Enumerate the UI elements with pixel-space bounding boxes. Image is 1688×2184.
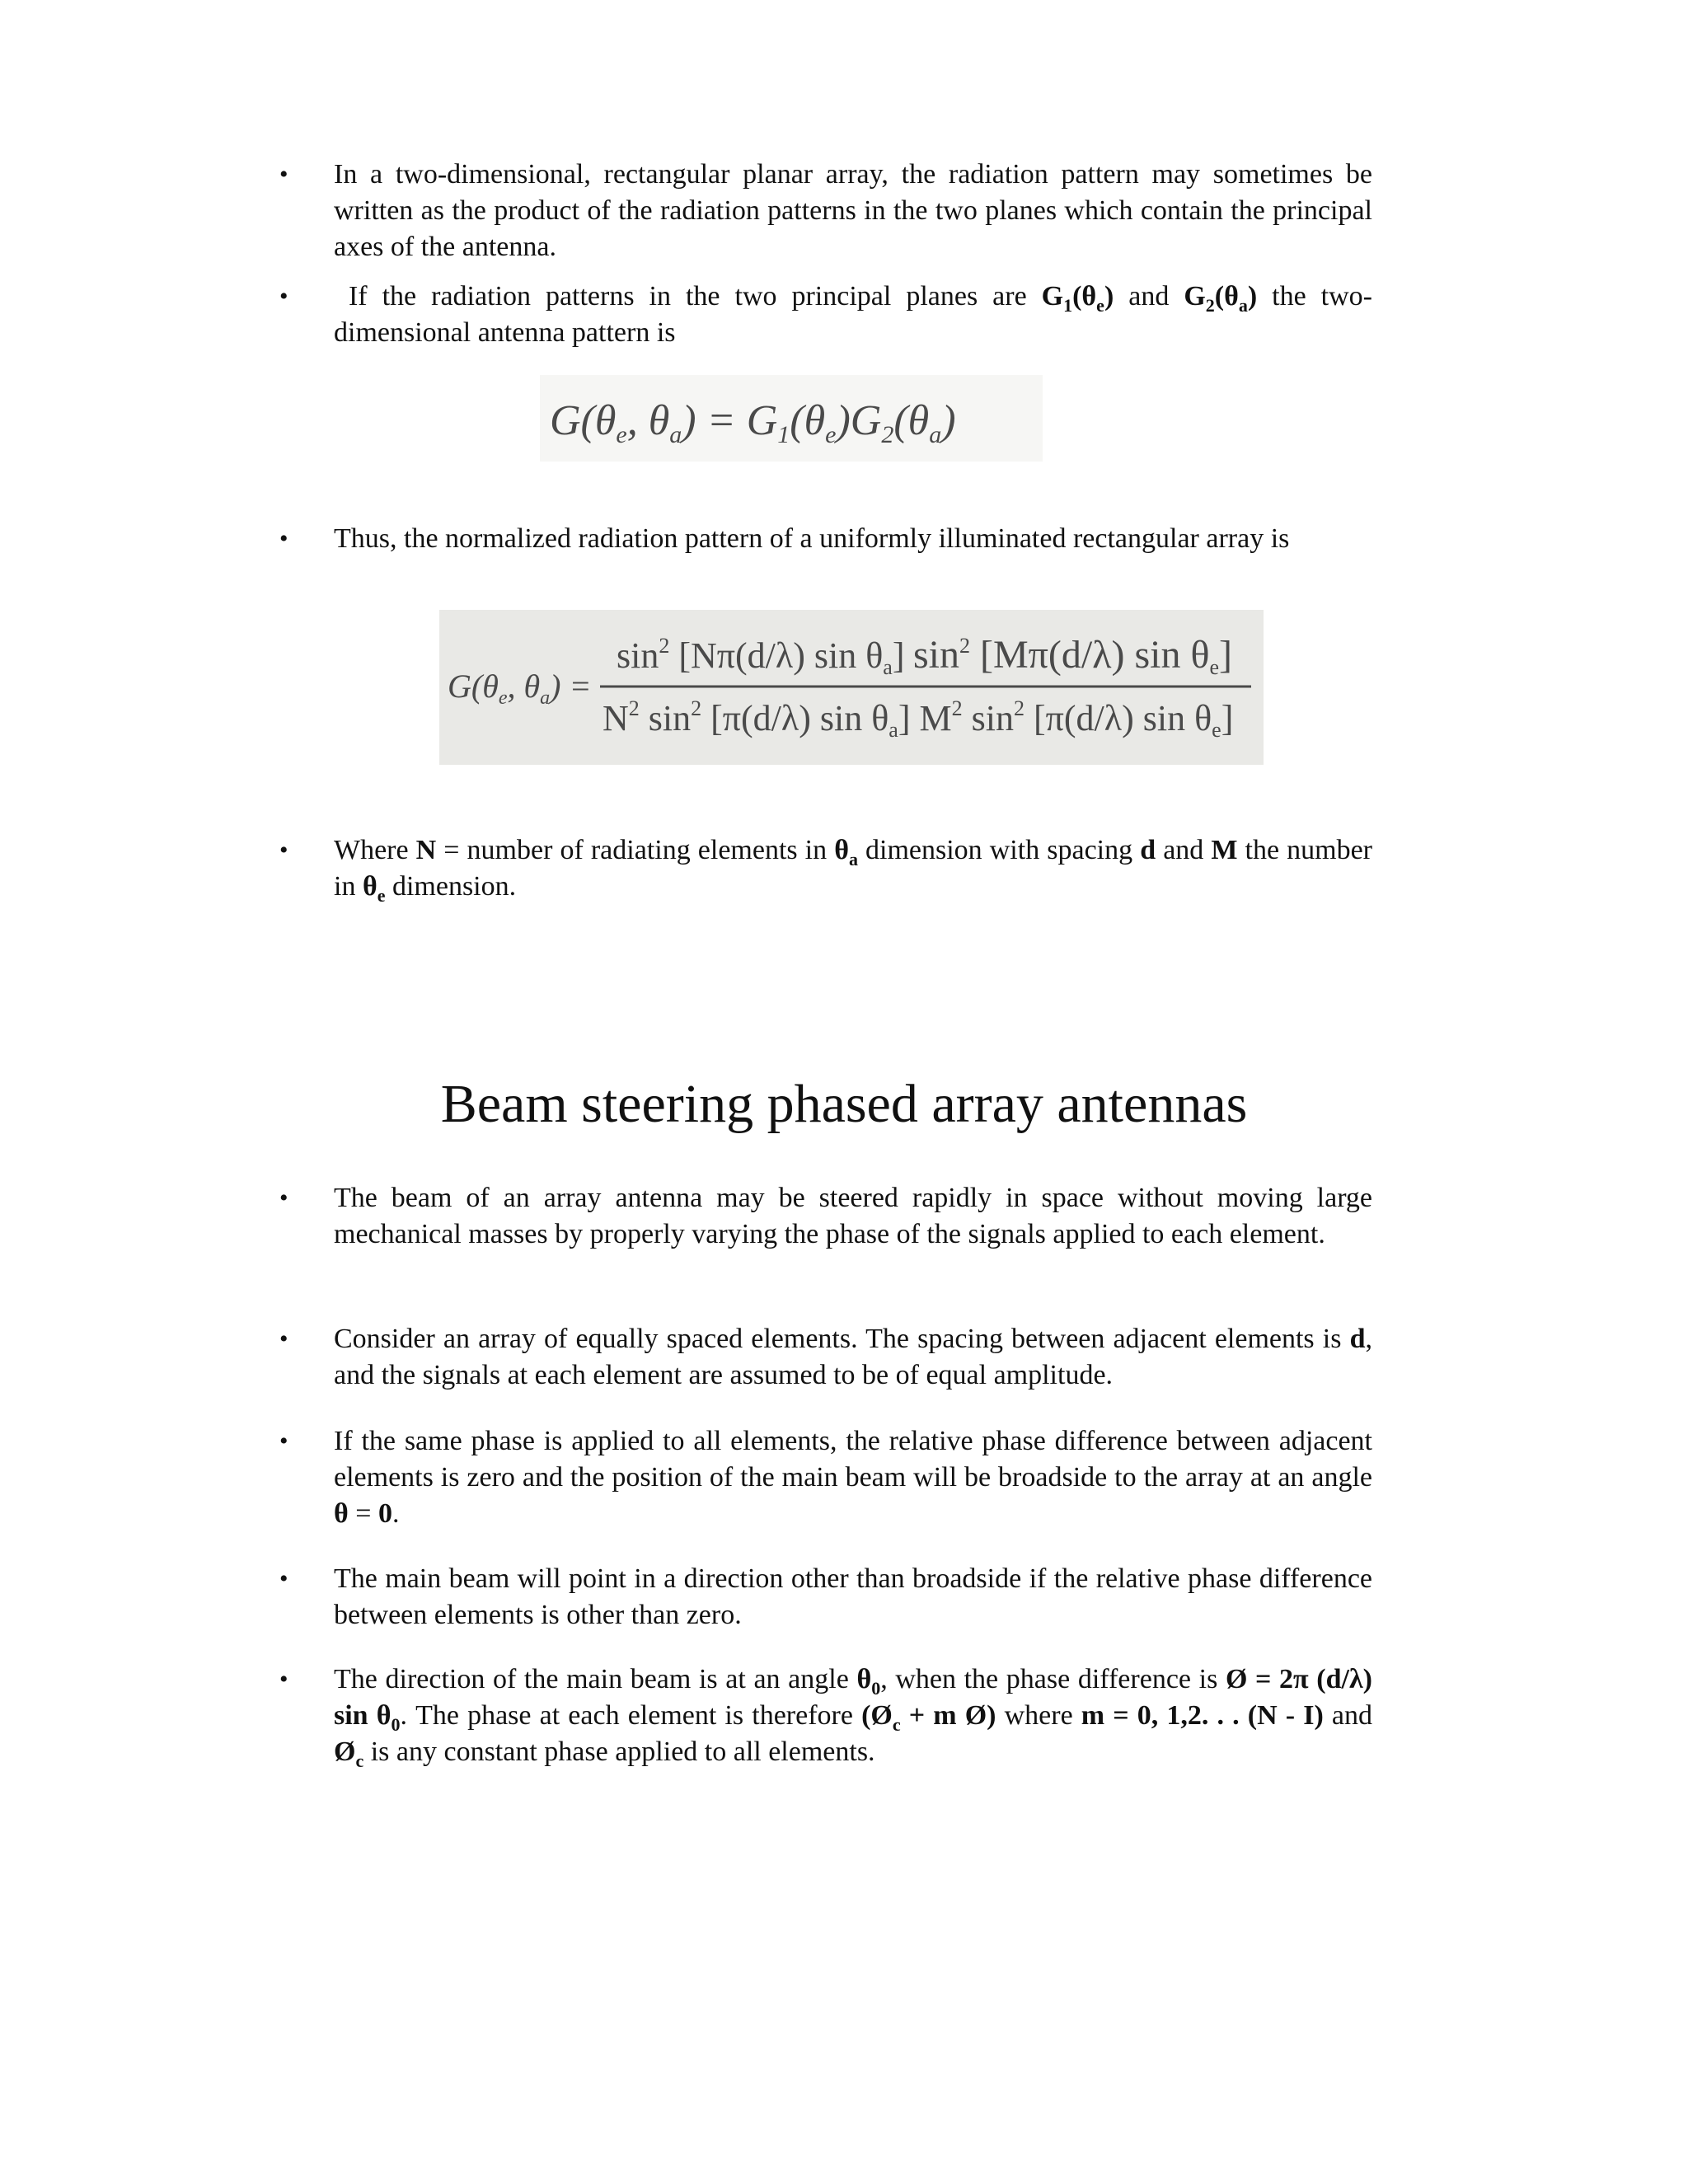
paragraph: The direction of the main beam is at an angle $\theta_0$, when the phase difference is Ø = 2π (d/λ) $\sin \theta_0$. The phase at each element is therefore ($Ø_c + m$ Ø) where m = 0, 1,2. . . (N - I) and $Ø_c$ is any constant phase applied to all elements. <box>334 1664 1373 1771</box>
bullet-marker: • <box>279 525 288 552</box>
list-item <box>279 279 1373 351</box>
bullet-marker: • <box>279 1565 288 1592</box>
paragraph: The beam of an array antenna may be steered rapidly in space without moving large mechanical masses by properly varying the phase of the signals applied to each element. <box>334 1183 1372 1249</box>
list-item <box>279 1661 1373 1771</box>
equation-image-normalized-pattern <box>439 610 1264 765</box>
equation-normalized-pattern <box>439 610 1264 765</box>
equation-lhs: $G(\theta_e$, $\theta_a$) = <box>448 668 592 709</box>
list-item <box>279 1180 1372 1253</box>
bullet-marker: • <box>279 1427 288 1455</box>
bullet-marker: • <box>279 1184 288 1212</box>
bullet-marker: • <box>279 837 288 864</box>
equation-product-pattern <box>540 375 1043 462</box>
equation-text: G(θe, θa) = G1(θe)G2(θa) <box>550 397 956 448</box>
paragraph: If the same phase is applied to all elements, the relative phase difference between adjacent elements is zero and the position of the main beam will be broadside to the array at an angle θ = 0. <box>334 1426 1372 1529</box>
list-item <box>279 521 1372 557</box>
bullet-marker: • <box>279 161 288 188</box>
equation-numerator-1: $\sin^2 [N\pi(d/\lambda)$ sin θa] <box>617 634 905 679</box>
bullet-marker: • <box>279 283 288 310</box>
paragraph: If the radiation patterns in the two principal planes are $G_1(\theta_e)$ and $G_2(\theta_a)$ the two-dimensional antenna pattern is <box>334 281 1373 348</box>
equation-denominator-1: $N^2$ $\sin^2 [\pi(d/\lambda)$ sin θa] $M^2$ $\sin^2 [\pi(d/\lambda)$ sin θe] <box>603 696 1234 742</box>
paragraph: The main beam will point in a direction other than broadside if the relative phase difference between elements is other than zero. <box>334 1563 1372 1630</box>
paragraph: Consider an array of equally spaced elements. The spacing between adjacent elements is d, and the signals at each element are assumed to be of equal amplitude. <box>334 1324 1372 1390</box>
list-item <box>279 157 1372 265</box>
equation-numerator-2: $\sin^2 [M\pi(d/\lambda)$ sin θe] <box>913 633 1233 679</box>
list-item <box>279 832 1372 906</box>
bullet-marker: • <box>279 1666 288 1693</box>
list-item <box>279 1321 1372 1394</box>
paragraph: In a two-dimensional, rectangular planar array, the radiation pattern may sometimes be written as the product of the radiation patterns in the two planes which contain the principal axes of the antenna. <box>334 159 1372 262</box>
section-heading: Beam steering phased array antennas <box>440 1074 1248 1134</box>
bullet-marker: • <box>279 1325 288 1352</box>
equation-image-product-pattern <box>540 375 1043 462</box>
paragraph: Where N = number of radiating elements in $\theta_a$ dimension with spacing d and M the number in $\theta_e$ dimension. <box>334 835 1372 906</box>
paragraph: Thus, the normalized radiation pattern of a uniformly illuminated rectangular array is <box>334 523 1290 554</box>
list-item <box>279 1561 1372 1633</box>
list-item <box>279 1423 1372 1532</box>
